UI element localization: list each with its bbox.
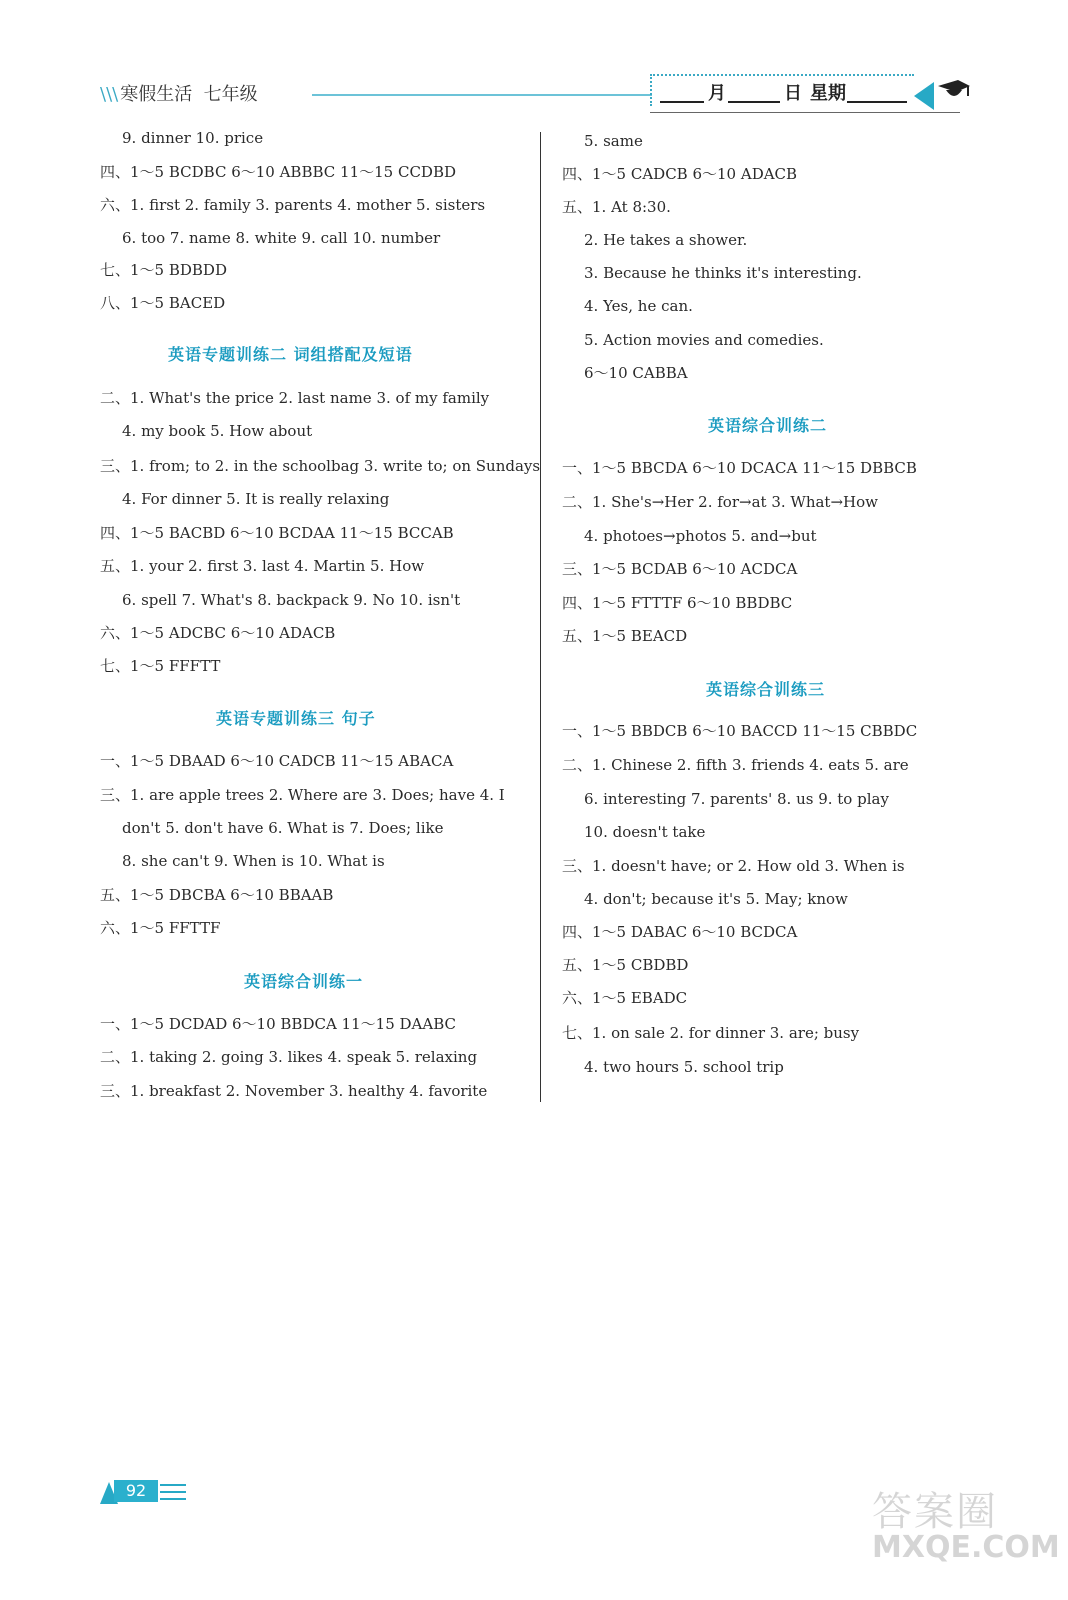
week-blank	[847, 79, 907, 103]
book-title: 寒假生活	[120, 84, 193, 105]
answer-line: 七、1～5 BDBDD	[100, 261, 227, 279]
watermark-cn: 答案圈	[872, 1489, 998, 1535]
answer-line: 四、1～5 BACBD 6～10 BCDAA 11～15 BCCAB	[100, 524, 454, 542]
day-blank	[728, 79, 780, 103]
answer-line: 6～10 CABBA	[584, 364, 688, 382]
answer-line: 4. Yes, he can.	[584, 297, 693, 315]
answer-line: 三、1. doesn't have; or 2. How old 3. When is	[562, 857, 905, 875]
answer-line: 9. dinner 10. price	[122, 129, 264, 147]
answer-line: 5. Action movies and comedies.	[584, 331, 824, 349]
day-label: 日	[784, 83, 802, 104]
decor-bar	[160, 1498, 186, 1500]
grade-label: 七年级	[203, 84, 258, 105]
answer-line: 六、1～5 ADCBC 6～10 ADACB	[100, 624, 336, 642]
answer-line: 四、1～5 CADCB 6～10 ADACB	[562, 165, 798, 183]
week-label: 星期	[810, 83, 846, 104]
answer-line: 4. photoes→photos 5. and→but	[584, 527, 817, 545]
graduation-cap-icon	[912, 76, 972, 110]
header-divider-line	[312, 94, 652, 96]
header-decoration: \\\	[100, 84, 119, 105]
answer-line: 6. interesting 7. parents' 8. us 9. to play	[584, 790, 889, 808]
answer-line: 二、1. She's→Her 2. for→at 3. What→How	[562, 493, 878, 511]
answer-line: 五、1～5 CBDBD	[562, 956, 689, 974]
answer-line: 二、1. taking 2. going 3. likes 4. speak 5. relaxing	[100, 1048, 478, 1066]
section-heading: 英语专题训练二 词组搭配及短语	[168, 345, 413, 364]
answer-line: 3. Because he thinks it's interesting.	[584, 264, 862, 282]
answer-line: 五、1～5 BEACD	[562, 627, 688, 645]
month-label: 月	[708, 83, 726, 104]
answer-line: 4. don't; because it's 5. May; know	[584, 890, 848, 908]
page-number: 92	[114, 1480, 158, 1502]
answer-line: 6. spell 7. What's 8. backpack 9. No 10. isn't	[122, 591, 461, 609]
answer-line: 10. doesn't take	[584, 823, 706, 841]
answer-line: 五、1. your 2. first 3. last 4. Martin 5. How	[100, 557, 425, 575]
answer-line: 四、1～5 DABAC 6～10 BCDCA	[562, 923, 798, 941]
answer-line: 5. same	[584, 132, 643, 150]
date-field	[650, 74, 914, 106]
answer-line: 三、1～5 BCDAB 6～10 ACDCA	[562, 560, 798, 578]
answer-line: 五、1. At 8:30.	[562, 198, 671, 216]
answer-line: 五、1～5 DBCBA 6～10 BBAAB	[100, 886, 334, 904]
answer-line: 三、1. breakfast 2. November 3. healthy 4. favorite	[100, 1082, 488, 1100]
section-heading: 英语综合训练一	[244, 972, 364, 991]
page-header-title	[100, 80, 258, 106]
site-watermark	[872, 1480, 1060, 1570]
answer-line: 6. too 7. name 8. white 9. call 10. number	[122, 229, 441, 247]
section-heading: 英语综合训练二	[708, 416, 828, 435]
answer-line: 二、1. What's the price 2. last name 3. of my family	[100, 389, 490, 407]
answer-line: 一、1～5 BBCDA 6～10 DCACA 11～15 DBBCB	[562, 459, 917, 477]
answer-line: 2. He takes a shower.	[584, 231, 748, 249]
answer-line: 四、1～5 BCDBC 6～10 ABBBC 11～15 CCDBD	[100, 163, 457, 181]
answer-line: 七、1～5 FFFTT	[100, 657, 221, 675]
column-divider	[540, 132, 541, 1102]
decor-bar	[160, 1484, 186, 1486]
answer-line: 二、1. Chinese 2. fifth 3. friends 4. eats 5. are	[562, 756, 909, 774]
answer-line: don't 5. don't have 6. What is 7. Does; like	[122, 819, 444, 837]
decor-bar	[160, 1491, 186, 1493]
answer-line: 六、1～5 FFTTF	[100, 919, 221, 937]
answer-line: 4. For dinner 5. It is really relaxing	[122, 490, 390, 508]
answer-line: 三、1. are apple trees 2. Where are 3. Does; have 4. I	[100, 786, 505, 804]
answer-line: 八、1～5 BACED	[100, 294, 226, 312]
answer-line: 一、1～5 DBAAD 6～10 CADCB 11～15 ABACA	[100, 752, 454, 770]
answer-line: 六、1～5 EBADC	[562, 989, 688, 1007]
answer-line: 一、1～5 BBDCB 6～10 BACCD 11～15 CBBDC	[562, 722, 918, 740]
watermark-en: MXQE.COM	[872, 1530, 1060, 1565]
month-blank	[660, 79, 704, 103]
section-heading: 英语综合训练三	[706, 680, 826, 699]
answer-line: 4. my book 5. How about	[122, 422, 313, 440]
header-rule	[650, 112, 960, 113]
answer-line: 四、1～5 FTTTF 6～10 BBDBC	[562, 594, 793, 612]
page-number-badge	[100, 1478, 190, 1506]
answer-line: 三、1. from; to 2. in the schoolbag 3. write to; on Sundays	[100, 457, 541, 475]
answer-line: 七、1. on sale 2. for dinner 3. are; busy	[562, 1024, 860, 1042]
answer-line: 六、1. first 2. family 3. parents 4. mother 5. sisters	[100, 196, 486, 214]
answer-line: 4. two hours 5. school trip	[584, 1058, 784, 1076]
answer-line: 一、1～5 DCDAD 6～10 BBDCA 11～15 DAABC	[100, 1015, 456, 1033]
section-heading: 英语专题训练三 句子	[216, 709, 376, 728]
answer-line: 8. she can't 9. When is 10. What is	[122, 852, 385, 870]
